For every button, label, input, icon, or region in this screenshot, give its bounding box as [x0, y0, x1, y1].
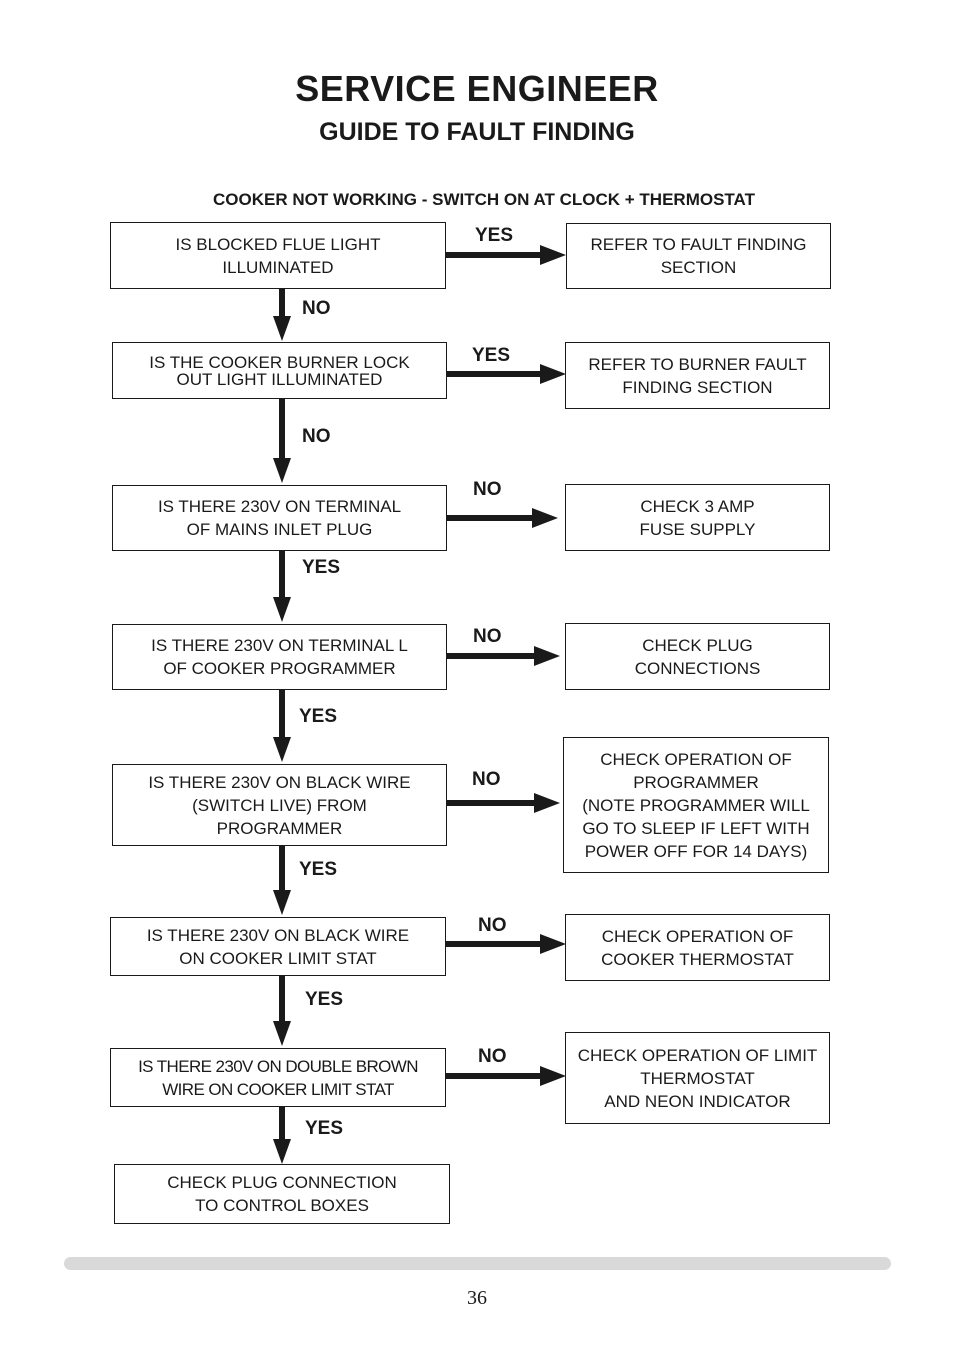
- action-5-line-5: POWER OFF FOR 14 DAYS): [584, 841, 808, 861]
- question-5-line-3: PROGRAMMER: [216, 818, 343, 838]
- arrow-down-2: [273, 399, 291, 483]
- action-6-line-2: COOKER THERMOSTAT: [601, 949, 794, 969]
- action-box-7: [565, 1032, 830, 1124]
- final-line-2: TO CONTROL BOXES: [195, 1196, 369, 1215]
- down-label-2: NO: [302, 426, 331, 447]
- action-box-3: [565, 484, 830, 551]
- action-5-line-4: GO TO SLEEP IF LEFT WITH: [582, 818, 810, 838]
- question-7-line-1: IS THERE 230V ON DOUBLE BROWN: [138, 1056, 418, 1076]
- down-label-3: YES: [302, 557, 341, 578]
- action-box-5: [563, 737, 829, 873]
- question-3-line-1: IS THERE 230V ON TERMINAL: [157, 497, 402, 516]
- arrow-right-7: [446, 1066, 566, 1086]
- question-box-4: [112, 624, 447, 690]
- arrow-right-3: [447, 508, 558, 528]
- action-7-line-2: THERMOSTAT: [640, 1068, 755, 1088]
- action-4-line-2: CONNECTIONS: [634, 658, 761, 678]
- action-5-line-3: (NOTE PROGRAMMER WILL: [582, 795, 810, 815]
- action-3-line-1: CHECK 3 AMP: [640, 496, 755, 516]
- question-box-2: [112, 342, 447, 399]
- final-box: [114, 1164, 450, 1224]
- down-label-6: YES: [305, 989, 344, 1010]
- action-5-line-1: CHECK OPERATION OF: [600, 749, 792, 769]
- arrow-down-6: [273, 976, 291, 1046]
- question-box-1: [110, 222, 446, 289]
- question-6-line-1: IS THERE 230V ON BLACK WIRE: [146, 925, 410, 945]
- down-label-5: YES: [299, 859, 338, 880]
- question-box-6: [110, 917, 446, 976]
- question-box-7: [110, 1048, 446, 1107]
- side-label-7: NO: [478, 1046, 507, 1067]
- question-2-line-2: OUT LIGHT ILLUMINATED: [176, 369, 383, 389]
- arrow-down-3: [273, 551, 291, 622]
- page-title: SERVICE ENGINEER: [295, 68, 659, 109]
- side-label-1: YES: [475, 225, 514, 246]
- side-label-5: NO: [472, 769, 501, 790]
- question-1-line-1: IS BLOCKED FLUE LIGHT: [175, 234, 381, 254]
- arrow-right-2: [447, 364, 566, 384]
- down-label-4: YES: [299, 706, 338, 727]
- action-4-line-1: CHECK PLUG: [642, 635, 753, 655]
- action-1-line-2: SECTION: [660, 258, 737, 277]
- question-4-line-2: OF COOKER PROGRAMMER: [163, 659, 396, 678]
- question-2-line-1: IS THE COOKER BURNER LOCK: [149, 352, 410, 372]
- side-label-3: NO: [473, 479, 502, 500]
- arrow-down-1: [273, 289, 291, 341]
- action-7-line-1: CHECK OPERATION OF LIMIT: [577, 1045, 818, 1065]
- final-line-1: CHECK PLUG CONNECTION: [167, 1173, 397, 1192]
- arrow-down-4: [273, 690, 291, 762]
- page-number: 36: [467, 1287, 487, 1309]
- action-box-6: [565, 914, 830, 981]
- question-4-line-1: IS THERE 230V ON TERMINAL L: [151, 636, 408, 655]
- action-2-line-2: FINDING SECTION: [622, 377, 773, 397]
- question-5-line-1: IS THERE 230V ON BLACK WIRE: [148, 772, 411, 792]
- page-subtitle: GUIDE TO FAULT FINDING: [319, 118, 635, 146]
- action-3-line-2: FUSE SUPPLY: [639, 519, 756, 539]
- question-box-3: [112, 485, 447, 551]
- arrow-down-7: [273, 1107, 291, 1164]
- side-label-6: NO: [478, 915, 507, 936]
- side-label-2: YES: [472, 345, 511, 366]
- action-box-1: [566, 223, 831, 289]
- arrow-right-1: [446, 245, 566, 265]
- question-7-line-2: WIRE ON COOKER LIMIT STAT: [162, 1079, 394, 1099]
- action-7-line-3: AND NEON INDICATOR: [604, 1091, 791, 1111]
- action-6-line-1: CHECK OPERATION OF: [601, 926, 794, 946]
- arrow-right-4: [447, 646, 560, 666]
- question-box-5: [112, 764, 447, 846]
- question-5-line-2: (SWITCH LIVE) FROM: [192, 795, 367, 815]
- action-5-line-2: PROGRAMMER: [633, 772, 759, 792]
- question-1-line-2: ILLUMINATED: [222, 257, 334, 277]
- down-label-1: NO: [302, 298, 331, 319]
- footer-divider: [64, 1257, 891, 1270]
- question-3-line-2: OF MAINS INLET PLUG: [186, 520, 373, 539]
- arrow-right-5: [447, 793, 560, 813]
- action-1-line-1: REFER TO FAULT FINDING: [590, 235, 807, 254]
- arrow-down-5: [273, 846, 291, 915]
- down-label-7: YES: [305, 1118, 344, 1139]
- side-label-4: NO: [473, 626, 502, 647]
- question-6-line-2: ON COOKER LIMIT STAT: [179, 948, 377, 968]
- action-2-line-1: REFER TO BURNER FAULT: [588, 354, 807, 374]
- flowchart-heading: COOKER NOT WORKING - SWITCH ON AT CLOCK + THERMOSTAT: [213, 190, 755, 209]
- action-box-2: [565, 342, 830, 409]
- action-box-4: [565, 623, 830, 690]
- arrow-right-6: [446, 934, 566, 954]
